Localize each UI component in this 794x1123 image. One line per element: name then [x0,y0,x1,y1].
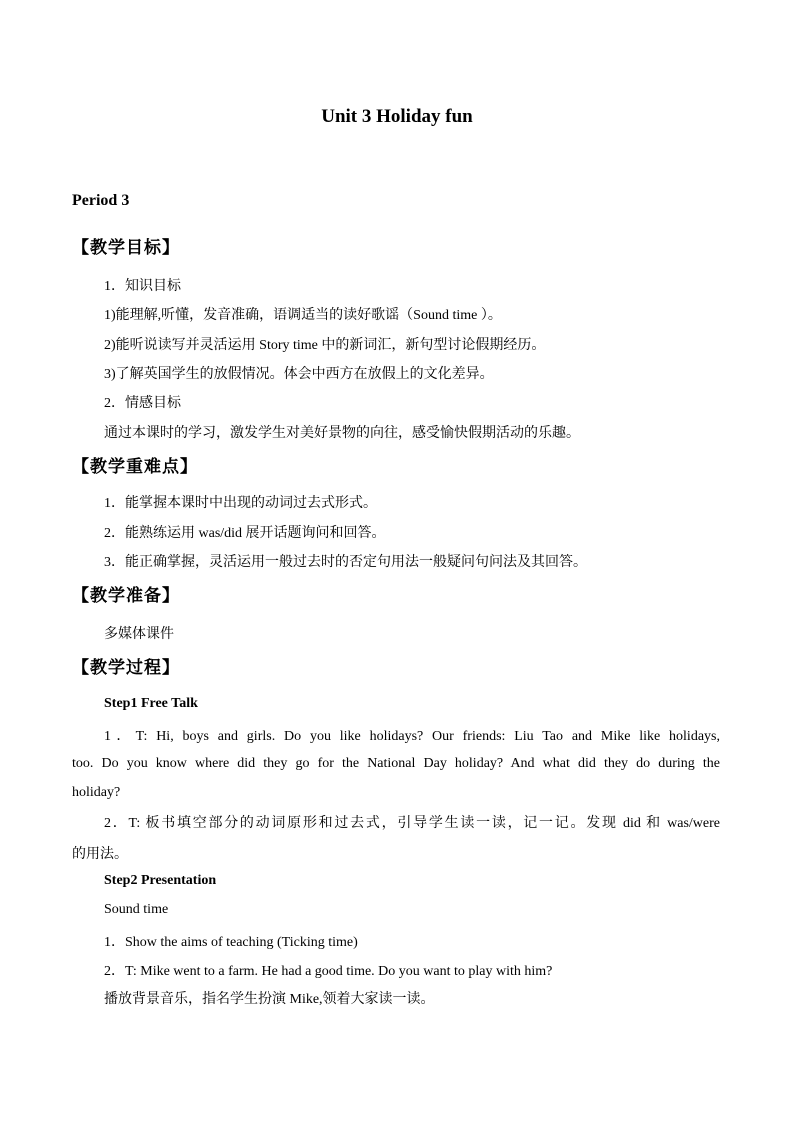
knowledge-objective-heading: 1．知识目标 [104,279,181,294]
objective-item-2: 2)能听说读写并灵活运用 Story time 中的新词汇，新句型讨论假期经历。 [104,338,546,353]
key-point-3: 3．能正确掌握，灵活运用一般过去时的否定句用法一般疑问句问法及其回答。 [104,555,587,570]
preparation-text: 多媒体课件 [104,627,174,642]
section-objectives-heading: 【教学目标】 [72,238,180,258]
section-preparation-heading: 【教学准备】 [72,586,180,606]
step1-title: Step1 Free Talk [104,696,198,711]
period-heading: Period 3 [72,192,130,209]
step1-line-3: holiday? [72,785,121,800]
key-point-2: 2．能熟练运用 was/did 展开话题询问和回答。 [104,526,386,541]
step1-line-2: too. Do you know where did they go for the National Day holiday? And what did they do during the [72,756,720,771]
step1-line-4: 2．T: 板书填空部分的动词原形和过去式，引导学生读一读，记一记。发现 did 和 was/were [104,816,720,831]
step1-line-1: 1．T: Hi, boys and girls. Do you like holidays? Our friends: Liu Tao and Mike like holidays, [104,729,720,744]
sound-time-label: Sound time [104,902,169,917]
step2-title: Step2 Presentation [104,873,217,888]
section-process-heading: 【教学过程】 [72,658,180,678]
objective-item-1: 1)能理解,听懂，发音准确，语调适当的读好歌谣（Sound time ）。 [104,308,502,323]
step2-line-2: 2．T: Mike went to a farm. He had a good time. Do you want to play with him? [104,964,553,979]
section-key-points-heading: 【教学重难点】 [72,457,198,477]
step2-line-1: 1．Show the aims of teaching (Ticking time) [104,935,358,950]
emotion-objective-text: 通过本课时的学习，激发学生对美好景物的向往，感受愉快假期活动的乐趣。 [104,426,580,441]
step2-line-3: 播放背景音乐，指名学生扮演 Mike,领着大家读一读。 [104,992,435,1007]
key-point-1: 1．能掌握本课时中出现的动词过去式形式。 [104,496,377,511]
emotion-objective-heading: 2．情感目标 [104,396,181,411]
step1-line-5: 的用法。 [72,847,128,862]
objective-item-3: 3)了解英国学生的放假情况。体会中西方在放假上的文化差异。 [104,367,494,382]
document-title: Unit 3 Holiday fun [321,106,473,127]
